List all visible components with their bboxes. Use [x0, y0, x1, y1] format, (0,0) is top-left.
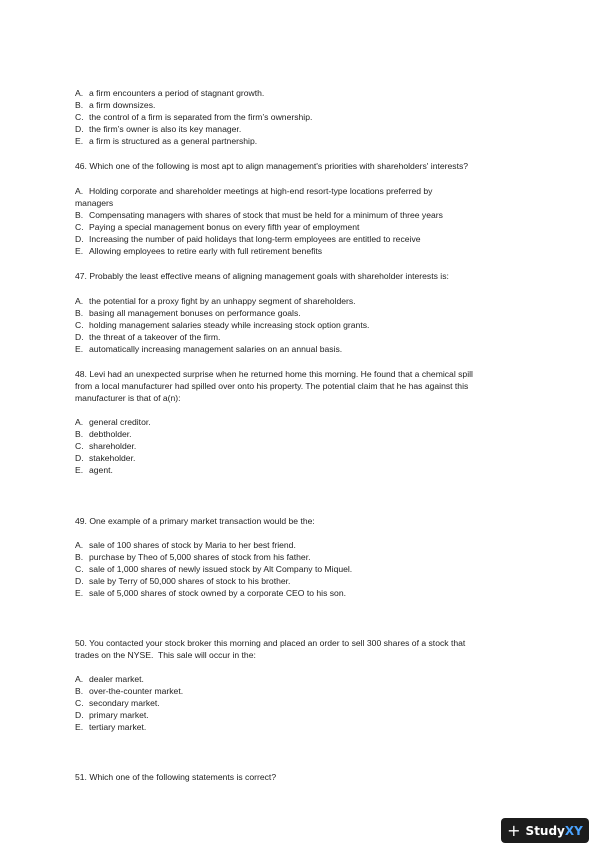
q46-question: 46. Which one of the following is most apt to align management's priorities with shareholders' interests? [75, 161, 469, 171]
studyxy-logo-badge[interactable] [501, 818, 589, 843]
q49-option-c: C. sale of 1,000 shares of newly issued stock by Alt Company to Miquel. [75, 564, 353, 575]
q46-options [75, 185, 545, 258]
q50-option-b: B. over-the-counter market. [75, 686, 184, 697]
q51-question: 51. Which one of the following statements is correct? [75, 772, 277, 782]
q46-option-b: B. Compensating managers with shares of stock that must be held for a minimum of three years [75, 210, 443, 221]
q48-options [75, 416, 545, 476]
brand-name-study: Study [525, 823, 565, 838]
q48-option-d: D. stakeholder. [75, 453, 136, 464]
q48-question: 48. Levi had an unexpected surprise when he returned home this morning. He found that a chemical spill from a local manufacturer had spilled over onto his property. The potential claim that he has against this manufacturer is that of a(n): [75, 369, 473, 404]
q50-option-d: D. primary market. [75, 710, 149, 721]
q49-option-e: E. sale of 5,000 shares of stock owned by a corporate CEO to his son. [75, 588, 346, 599]
q48-option-c: C. shareholder. [75, 441, 137, 452]
q45-option-c: C. the control of a firm is separated from the firm’s ownership. [75, 112, 313, 123]
plus-icon: + [507, 820, 521, 840]
q50-question: 50. You contacted your stock broker this morning and placed an order to sell 300 shares of a stock that trades on the NYSE. This sale will occur in the: [75, 638, 466, 661]
q49-question: 49. One example of a primary market transaction would be the: [75, 516, 315, 526]
q49-option-a: A. sale of 100 shares of stock by Maria to her best friend. [75, 540, 296, 550]
q47-options [75, 295, 545, 355]
brand-name-xy: XY [564, 823, 583, 838]
q47-option-e: E. automatically increasing management salaries on an annual basis. [75, 344, 343, 355]
q49-option-b: B. purchase by Theo of 5,000 shares of stock from his father. [75, 552, 311, 563]
q46-option-c: C. Paying a special management bonus on every fifth year of employment [75, 222, 360, 233]
q49-option-d: D. sale by Terry of 50,000 shares of stock to his brother. [75, 576, 291, 587]
q46-option-e: E. Allowing employees to retire early with full retirement benefits [75, 246, 323, 257]
q49-options [75, 539, 545, 599]
q46-option-a: A. Holding corporate and shareholder meetings at high-end resort-type locations preferred by [75, 186, 433, 196]
q48-option-e: E. agent. [75, 465, 113, 476]
q47-question: 47. Probably the least effective means of aligning management goals with shareholder interests is: [75, 271, 449, 281]
q50-option-a: A. dealer market. [75, 674, 144, 684]
q47-option-d: D. the threat of a takeover of the firm. [75, 332, 221, 343]
q45-options [75, 87, 545, 147]
q45-option-e: E. a firm is structured as a general partnership. [75, 136, 258, 147]
q50-option-e: E. tertiary market. [75, 722, 147, 733]
q47-option-a: A. the potential for a proxy fight by an unhappy segment of shareholders. [75, 296, 356, 306]
q46-option-a-cont: managers [75, 198, 114, 209]
q47-option-c: C. holding management salaries steady while increasing stock option grants. [75, 320, 370, 331]
q50-option-c: C. secondary market. [75, 698, 160, 709]
q50-options [75, 673, 545, 733]
q46-option-d: D. Increasing the number of paid holidays that long-term employees are entitled to receive [75, 234, 421, 245]
q45-option-a: A. a firm encounters a period of stagnant growth. [75, 88, 265, 98]
q48-option-a: A. general creditor. [75, 417, 151, 427]
q48-option-b: B. debtholder. [75, 429, 132, 440]
q47-option-b: B. basing all management bonuses on performance goals. [75, 308, 301, 319]
q45-option-b: B. a firm downsizes. [75, 100, 156, 111]
q45-option-d: D. the firm’s owner is also its key manager. [75, 124, 242, 135]
